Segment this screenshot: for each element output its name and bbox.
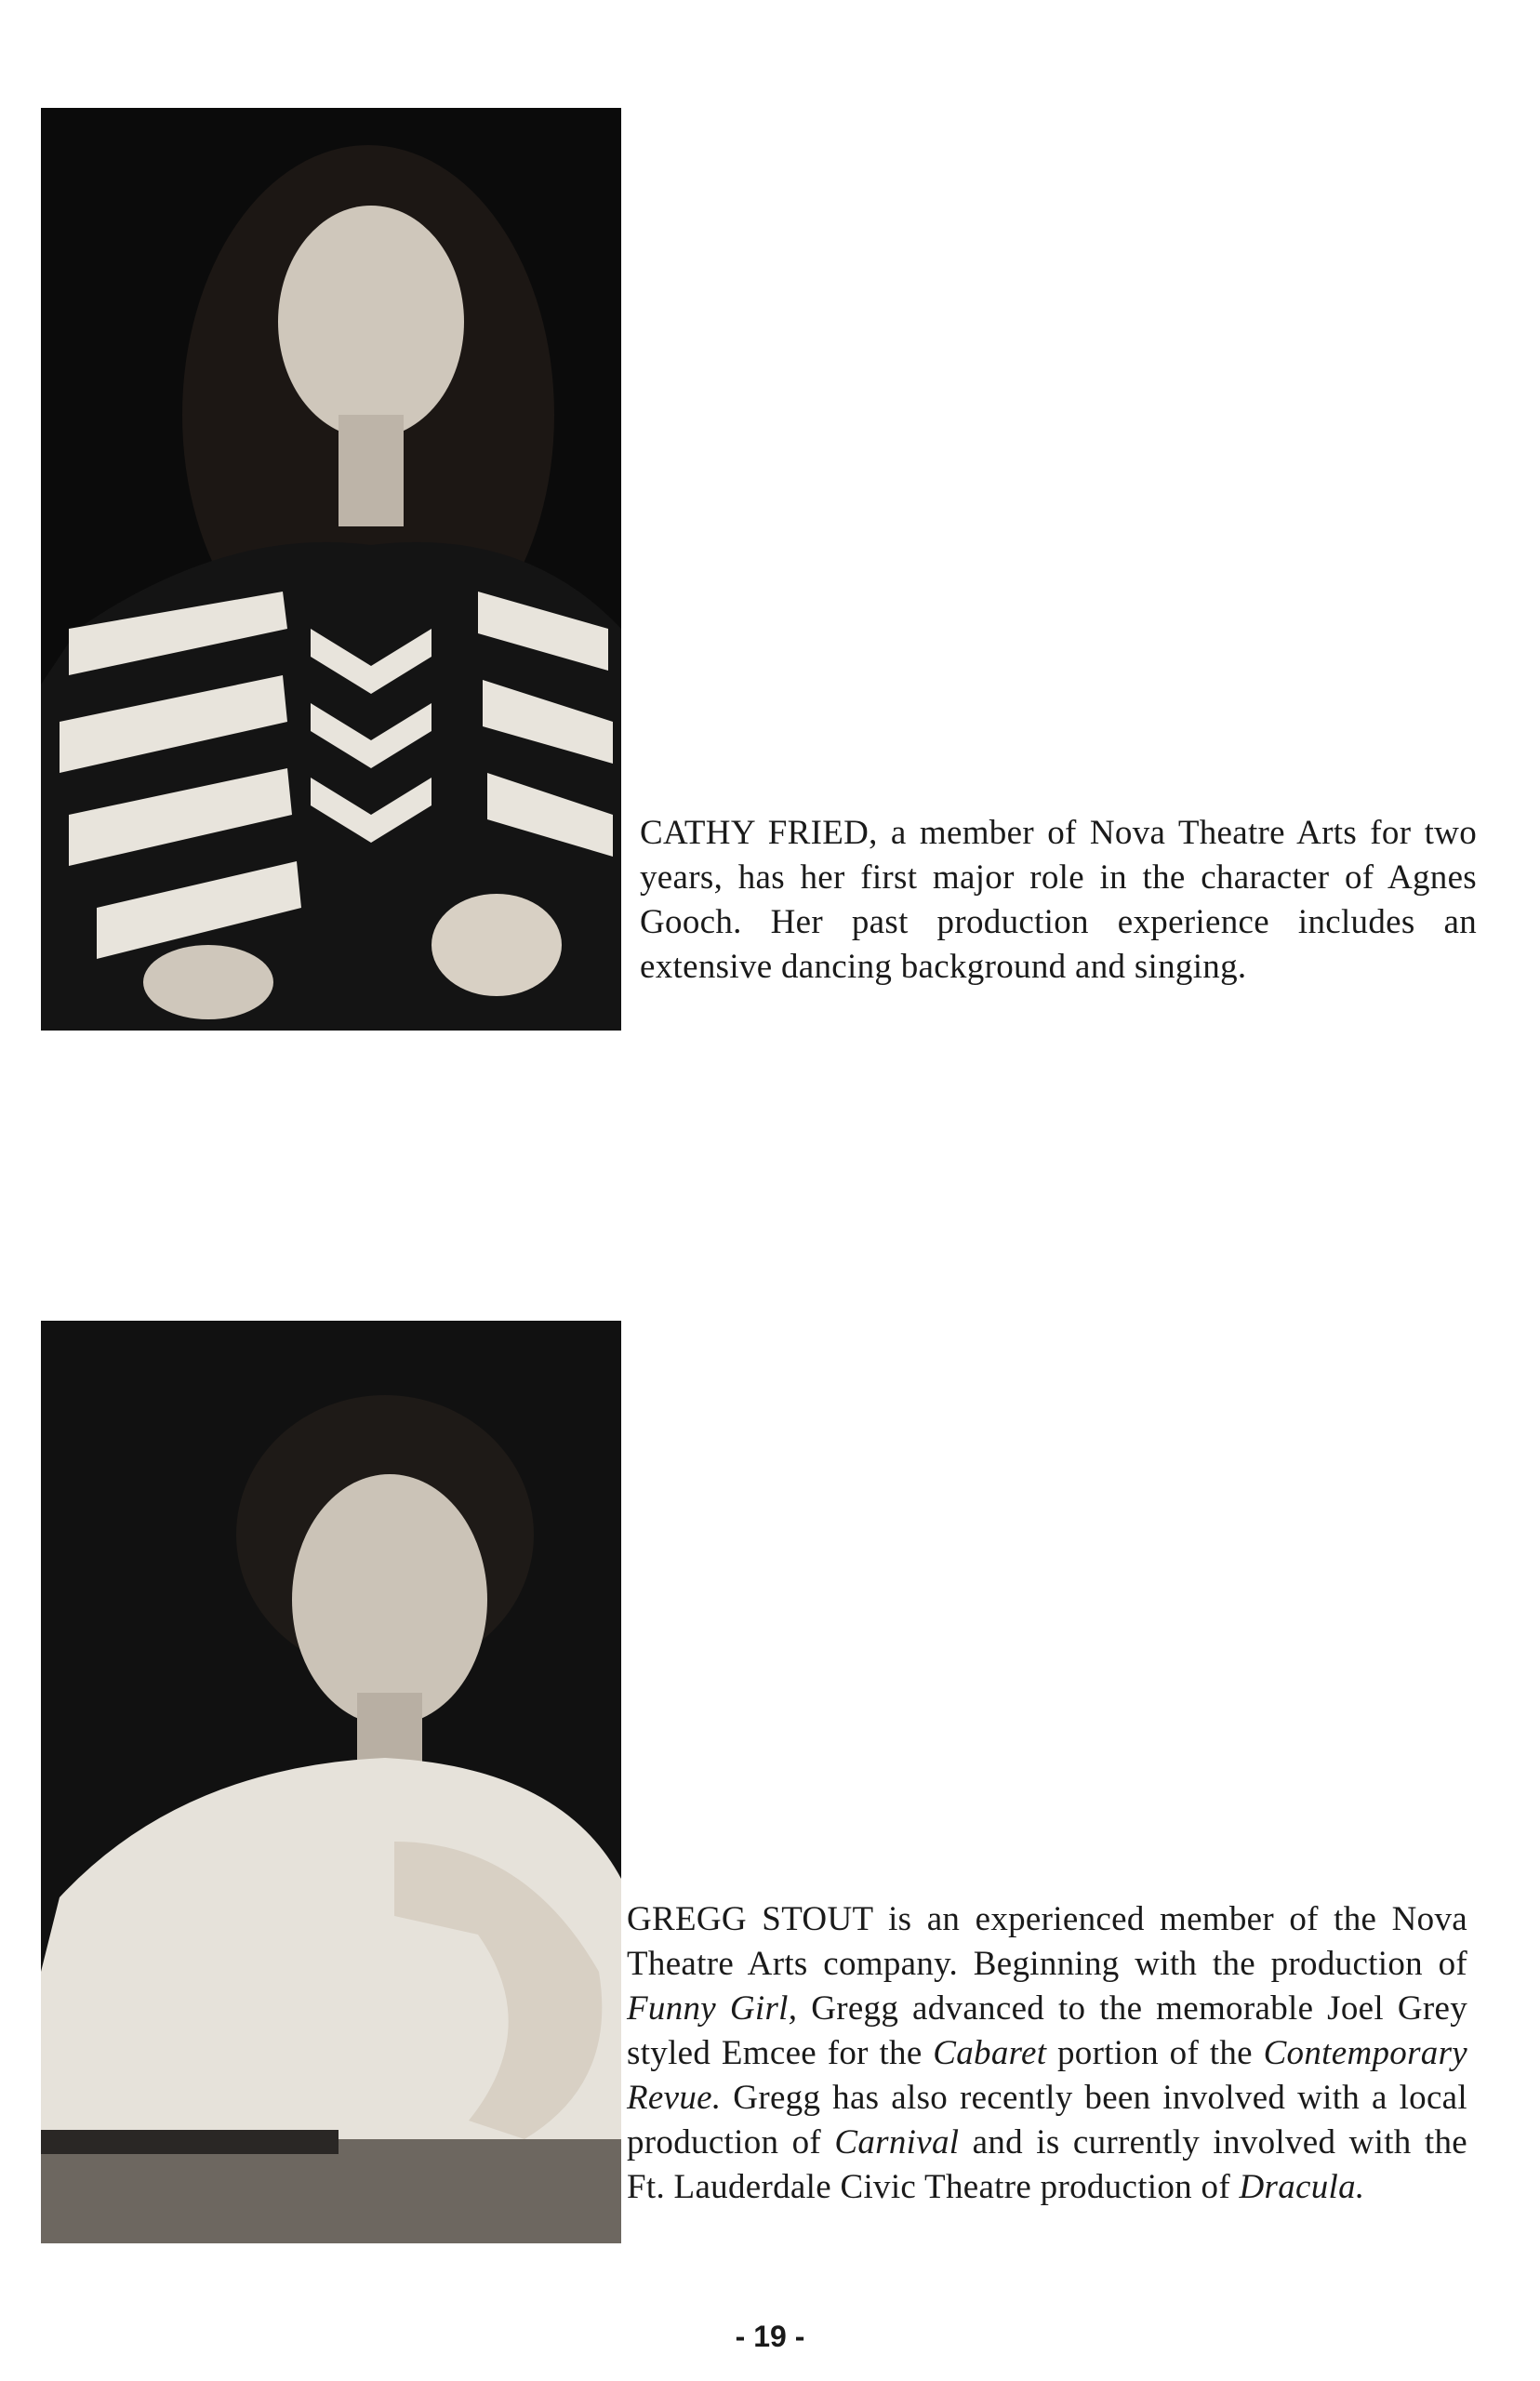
page-number: - 19 - bbox=[735, 2320, 805, 2353]
portrait-photo-graphic bbox=[41, 1321, 621, 2243]
bio-text-run: and is currently involved with the Ft. Lauderdale Civic Theatre production of bbox=[627, 2123, 1467, 2206]
bio-text-run: CATHY FRIED, a member of Nova Theatre Arts for two years, has her first major role in the character of Agnes Gooch. Her past production experience includes an extensive dancing background and singing. bbox=[640, 814, 1477, 986]
bio-italic-title: Dracula. bbox=[1239, 2168, 1365, 2206]
bio-text bbox=[640, 811, 1477, 990]
portrait-photo-gregg-stout bbox=[41, 1321, 621, 2243]
bio-text-run: Gregg advanced to the memorable Joel Grey styled Emcee for the bbox=[627, 1989, 1467, 2072]
bio-text-run: Gregg has also recently been involved with a local production of bbox=[627, 2079, 1467, 2162]
bio-cathy-fried bbox=[640, 811, 1477, 990]
bio-italic-title: Cabaret bbox=[933, 2034, 1047, 2072]
bio-italic-title: Contemporary Revue. bbox=[627, 2034, 1467, 2117]
bio-gregg-stout bbox=[627, 1897, 1467, 2210]
bio-text-run: portion of the bbox=[1046, 2034, 1264, 2072]
bio-text bbox=[627, 1897, 1467, 2210]
bio-italic-title: Carnival bbox=[834, 2123, 960, 2162]
portrait-photo-cathy-fried bbox=[41, 108, 621, 1031]
bio-text-run: GREGG STOUT is an experienced member of the Nova Theatre Arts company. Beginning with the production of bbox=[627, 1900, 1467, 1983]
portrait-photo-graphic bbox=[41, 108, 621, 1031]
bio-italic-title: Funny Girl, bbox=[627, 1989, 798, 2028]
